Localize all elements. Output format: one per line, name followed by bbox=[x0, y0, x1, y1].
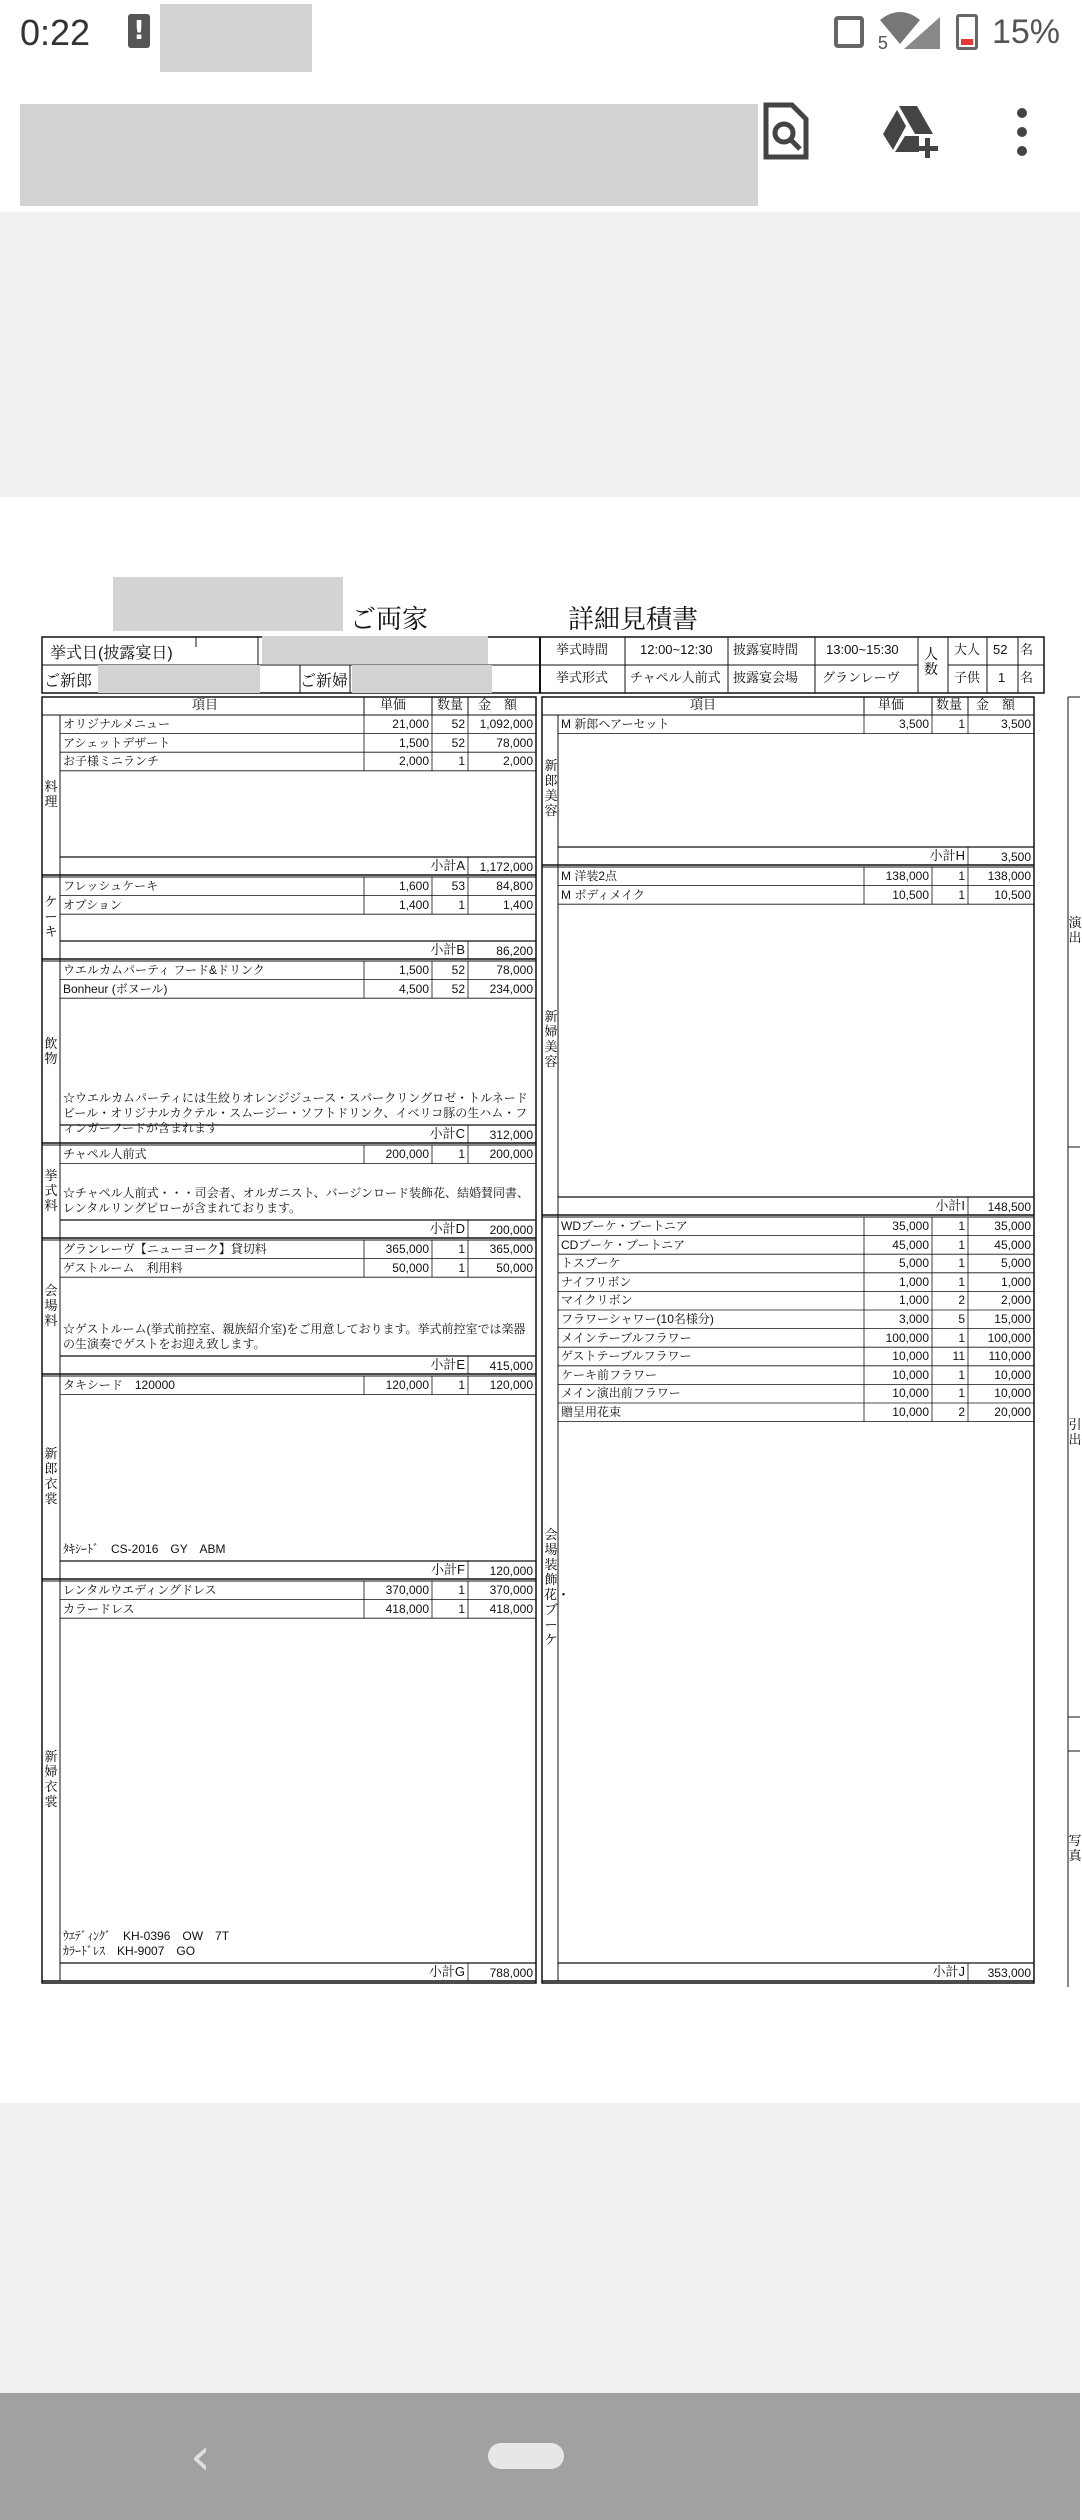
adult-unit: 名 bbox=[1020, 642, 1034, 657]
right-row-amount: 15,000 bbox=[994, 1312, 1031, 1326]
right-row-amount: 2,000 bbox=[1000, 1293, 1031, 1308]
left-row-price: 1,400 bbox=[398, 897, 429, 912]
left-row-amount: 365,000 bbox=[489, 1242, 533, 1256]
right-row-item: 贈呈用花束 bbox=[561, 1405, 622, 1419]
doc-title: 詳細見積書 bbox=[568, 604, 699, 634]
right-header-qty: 数量 bbox=[936, 697, 963, 712]
right-row-item: マイクリボン bbox=[561, 1293, 633, 1308]
left-subtotal-value: 415,000 bbox=[489, 1359, 533, 1373]
left-subtotal-label: 小計B bbox=[430, 942, 465, 957]
edge-label-1: 引出 bbox=[1068, 1417, 1082, 1447]
left-row-qty: 1 bbox=[458, 754, 465, 769]
right-row-item: メインテーブルフラワー bbox=[561, 1330, 692, 1345]
left-row-item: フレッシュケーキ bbox=[63, 879, 159, 893]
left-row-price: 365,000 bbox=[385, 1242, 429, 1256]
right-row-price: 10,000 bbox=[892, 1349, 929, 1364]
right-row-price: 138,000 bbox=[885, 869, 929, 883]
right-subtotal-value: 3,500 bbox=[1000, 850, 1031, 864]
left-row-amount: 50,000 bbox=[496, 1260, 533, 1275]
right-row-amount: 5,000 bbox=[1000, 1256, 1031, 1271]
status-icons bbox=[834, 12, 1060, 52]
left-row-item: Bonheur (ボヌール) bbox=[63, 981, 168, 996]
right-row-qty: 1 bbox=[958, 717, 965, 731]
left-row-qty: 1 bbox=[458, 1601, 465, 1616]
left-subtotal-value: 200,000 bbox=[489, 1223, 533, 1237]
right-row-qty: 1 bbox=[958, 1367, 965, 1382]
right-row-qty: 1 bbox=[958, 1237, 965, 1252]
right-header-amount: 金 額 bbox=[976, 697, 1016, 712]
redacted-family-name bbox=[113, 577, 343, 631]
left-row-price: 120,000 bbox=[385, 1378, 429, 1392]
status-bar bbox=[0, 0, 1080, 72]
left-row-item: オリジナルメニュー bbox=[63, 717, 171, 731]
edge-label-2: 写真 bbox=[1068, 1833, 1082, 1863]
left-row-price: 1,600 bbox=[398, 879, 429, 893]
left-subtotal-value: 312,000 bbox=[489, 1128, 533, 1142]
adult-count: 52 bbox=[993, 642, 1008, 657]
right-row-item: CDブーケ・ブートニア bbox=[561, 1237, 686, 1252]
bride-label: ご新婦 bbox=[300, 673, 349, 690]
left-row-amount: 418,000 bbox=[489, 1601, 533, 1616]
left-row-amount: 1,400 bbox=[502, 897, 533, 912]
date-label: 挙式日(披露宴日) bbox=[50, 645, 173, 662]
redacted-groom bbox=[98, 665, 260, 693]
style-label: 挙式形式 bbox=[556, 670, 609, 685]
right-row-amount: 20,000 bbox=[994, 1405, 1031, 1419]
right-row-price: 3,500 bbox=[898, 717, 929, 731]
battery-icon bbox=[956, 14, 978, 50]
left-row-qty: 1 bbox=[458, 1147, 465, 1161]
right-section-label-2: 会場装飾花・ブーケ bbox=[544, 1527, 571, 1647]
right-row-qty: 1 bbox=[958, 887, 965, 902]
left-section-label-1: ケーキ bbox=[44, 894, 58, 939]
right-row-qty: 1 bbox=[958, 1386, 965, 1401]
left-row-price: 418,000 bbox=[385, 1601, 429, 1616]
right-row-qty: 1 bbox=[958, 1219, 965, 1233]
right-row-price: 10,000 bbox=[892, 1386, 929, 1401]
left-row-price: 370,000 bbox=[385, 1583, 429, 1597]
left-row-item: ゲストルーム 利用料 bbox=[63, 1260, 183, 1275]
left-row-price: 2,000 bbox=[398, 754, 429, 769]
right-row-item: トスブーケ bbox=[561, 1256, 621, 1271]
redacted-notification bbox=[160, 4, 312, 72]
vibrate-icon bbox=[834, 16, 864, 48]
system-nav-bar bbox=[0, 2393, 1080, 2520]
left-row-qty: 53 bbox=[451, 879, 465, 893]
right-row-amount: 138,000 bbox=[987, 869, 1031, 883]
right-row-item: ケーキ前フラワー bbox=[561, 1367, 658, 1382]
ceremony-time-value: 12:00~12:30 bbox=[640, 642, 713, 657]
more-vert-icon[interactable] bbox=[1002, 102, 1042, 162]
right-row-price: 10,000 bbox=[892, 1367, 929, 1382]
redacted-title bbox=[20, 104, 758, 206]
right-row-qty: 2 bbox=[958, 1405, 965, 1419]
left-section-note-3: ☆チャペル人前式・・・司会者、オルガニスト、バージンロード装飾花、結婚賛同書、レンタルリングピローが含まれております。 bbox=[63, 1186, 530, 1215]
left-row-price: 50,000 bbox=[392, 1260, 429, 1275]
right-row-price: 1,000 bbox=[898, 1293, 929, 1308]
left-row-amount: 120,000 bbox=[489, 1378, 533, 1392]
left-row-qty: 1 bbox=[458, 897, 465, 912]
left-row-item: お子様ミニランチ bbox=[63, 754, 160, 769]
venue-value: グランレーヴ bbox=[822, 670, 900, 685]
left-header-amount: 金 額 bbox=[478, 697, 518, 712]
right-row-qty: 1 bbox=[958, 1256, 965, 1271]
left-section-note-5: ﾀｷｼｰﾄﾞ CS-2016 GY ABM bbox=[63, 1542, 226, 1556]
left-row-item: チャペル人前式 bbox=[63, 1147, 147, 1161]
left-row-amount: 370,000 bbox=[489, 1583, 533, 1597]
child-label: 子供 bbox=[954, 670, 981, 685]
right-header-price: 単価 bbox=[878, 697, 905, 712]
status-time: 0:22 bbox=[20, 12, 91, 53]
left-row-amount: 234,000 bbox=[489, 981, 533, 996]
right-row-amount: 35,000 bbox=[994, 1219, 1031, 1233]
doc-family-title: ご両家 bbox=[350, 604, 429, 634]
left-subtotal-label: 小計F bbox=[431, 1562, 465, 1577]
left-row-qty: 1 bbox=[458, 1378, 465, 1392]
child-count: 1 bbox=[998, 670, 1006, 685]
right-subtotal-label: 小計H bbox=[929, 848, 965, 863]
right-row-item: ナイフリボン bbox=[561, 1274, 632, 1289]
drive-add-icon[interactable] bbox=[880, 102, 940, 162]
left-section-label-5: 新郎衣裳 bbox=[44, 1445, 58, 1506]
reception-time-label: 披露宴時間 bbox=[733, 642, 799, 657]
left-row-qty: 52 bbox=[451, 981, 465, 996]
right-subtotal-value: 148,500 bbox=[987, 1200, 1031, 1214]
right-row-price: 10,000 bbox=[892, 1405, 929, 1419]
venue-label: 披露宴会場 bbox=[733, 670, 799, 685]
left-row-qty: 52 bbox=[451, 963, 465, 977]
viewer-toolbar bbox=[0, 72, 1080, 222]
ceremony-time-label: 挙式時間 bbox=[556, 642, 609, 657]
left-row-item: アシェットデザート bbox=[63, 735, 171, 750]
left-header-item: 項目 bbox=[192, 697, 219, 712]
left-section-label-3: 挙式料 bbox=[44, 1167, 58, 1213]
left-row-item: グランレーヴ【ニューヨーク】貸切料 bbox=[63, 1242, 267, 1256]
right-row-price: 100,000 bbox=[885, 1330, 929, 1345]
find-in-page-icon[interactable] bbox=[755, 102, 815, 162]
right-row-item: メイン演出前フラワー bbox=[561, 1386, 681, 1401]
right-row-price: 10,500 bbox=[892, 887, 929, 902]
right-row-amount: 110,000 bbox=[988, 1349, 1031, 1364]
right-row-item: フラワーシャワー(10名様分) bbox=[561, 1312, 714, 1326]
right-row-price: 1,000 bbox=[898, 1274, 929, 1289]
left-row-amount: 200,000 bbox=[489, 1147, 533, 1161]
left-section-note-2: ☆ウエルカムパーティには生絞りオレンジジュース・スパークリングロゼ・トルネードビール・オリジナルカクテル・スムージー・ソフトドリンク、イベリコ豚の生ハム・フィンガーフードが含まれます bbox=[63, 1091, 528, 1135]
redacted-date bbox=[262, 636, 488, 664]
left-row-item: オプション bbox=[63, 897, 122, 912]
left-row-price: 1,500 bbox=[398, 735, 429, 750]
right-subtotal-label: 小計I bbox=[935, 1198, 965, 1213]
left-row-price: 1,500 bbox=[398, 963, 429, 977]
estimate-document[interactable] bbox=[0, 497, 1080, 2103]
right-row-amount: 3,500 bbox=[1000, 717, 1031, 731]
left-section-label-4: 会場料 bbox=[44, 1283, 58, 1328]
viewer-background-bottom bbox=[0, 2103, 1080, 2393]
left-row-price: 200,000 bbox=[385, 1147, 429, 1161]
network-label: 5 bbox=[877, 32, 888, 53]
right-row-item: M ボディメイク bbox=[561, 887, 645, 902]
left-subtotal-label: 小計A bbox=[430, 858, 465, 873]
right-row-qty: 1 bbox=[958, 1274, 965, 1289]
back-icon[interactable]: ‹ bbox=[190, 2427, 211, 2487]
right-row-amount: 10,500 bbox=[994, 887, 1031, 902]
right-subtotal-label: 小計J bbox=[932, 1964, 965, 1979]
left-row-qty: 52 bbox=[451, 717, 465, 731]
left-row-amount: 84,800 bbox=[496, 879, 533, 893]
viewer-background-top bbox=[0, 212, 1080, 497]
right-row-item: WDブーケ・ブートニア bbox=[561, 1219, 688, 1233]
left-row-item: タキシード 120000 bbox=[63, 1378, 175, 1392]
right-row-qty: 1 bbox=[958, 1330, 965, 1345]
right-row-price: 5,000 bbox=[898, 1256, 929, 1271]
right-row-item: ゲストテーブルフラワー bbox=[561, 1349, 692, 1364]
reception-time-value: 13:00~15:30 bbox=[826, 642, 899, 657]
left-row-price: 4,500 bbox=[398, 981, 429, 996]
left-row-amount: 78,000 bbox=[496, 963, 533, 977]
right-row-qty: 1 bbox=[958, 869, 965, 883]
left-row-qty: 52 bbox=[451, 735, 465, 750]
right-row-amount: 10,000 bbox=[994, 1386, 1031, 1401]
left-section-note-4: ☆ゲストルーム(挙式前控室、親族紹介室)をご用意しております。挙式前控室では楽器の生演奏でゲストをお迎え致します。 bbox=[63, 1322, 526, 1351]
left-subtotal-value: 86,200 bbox=[496, 944, 533, 958]
style-value: チャペル人前式 bbox=[630, 670, 721, 685]
right-row-amount: 100,000 bbox=[987, 1330, 1031, 1345]
left-row-price: 21,000 bbox=[392, 717, 429, 731]
left-subtotal-value: 788,000 bbox=[489, 1966, 533, 1980]
right-row-price: 35,000 bbox=[892, 1219, 929, 1233]
left-row-qty: 1 bbox=[458, 1242, 465, 1256]
edge-label-0: 演出 bbox=[1068, 915, 1082, 945]
alert-icon: ! bbox=[128, 14, 150, 48]
people-label: 人数 bbox=[924, 646, 938, 677]
right-row-amount: 45,000 bbox=[994, 1237, 1031, 1252]
adult-label: 大人 bbox=[954, 642, 981, 657]
right-section-label-1: 新婦美容 bbox=[544, 1009, 558, 1069]
groom-label: ご新郎 bbox=[44, 673, 93, 690]
right-row-amount: 1,000 bbox=[1000, 1274, 1031, 1289]
right-subtotal-value: 353,000 bbox=[987, 1966, 1031, 1980]
right-row-price: 45,000 bbox=[892, 1237, 929, 1252]
child-unit: 名 bbox=[1020, 670, 1034, 685]
left-section-label-6: 新婦衣裳 bbox=[44, 1749, 58, 1809]
left-row-qty: 1 bbox=[458, 1583, 465, 1597]
left-subtotal-label: 小計G bbox=[428, 1964, 465, 1979]
right-header-item: 項目 bbox=[690, 697, 717, 712]
left-row-item: レンタルウエディングドレス bbox=[63, 1583, 217, 1597]
right-section-label-0: 新郎美容 bbox=[544, 758, 558, 818]
right-row-item: M 洋装2点 bbox=[561, 869, 618, 883]
right-row-item: M 新郎ヘアーセット bbox=[561, 717, 670, 731]
redacted-bride bbox=[352, 665, 492, 693]
left-row-item: ウエルカムパーティ フード&ドリンク bbox=[63, 963, 265, 977]
right-row-qty: 11 bbox=[952, 1349, 965, 1364]
battery-percent: 15% bbox=[991, 12, 1060, 51]
right-row-qty: 5 bbox=[958, 1312, 965, 1326]
left-row-qty: 1 bbox=[458, 1260, 465, 1275]
left-subtotal-value: 120,000 bbox=[489, 1564, 533, 1578]
left-subtotal-value: 1,172,000 bbox=[479, 860, 533, 874]
left-row-item: カラードレス bbox=[63, 1601, 135, 1616]
home-pill-icon[interactable] bbox=[488, 2443, 564, 2469]
right-row-amount: 10,000 bbox=[994, 1367, 1031, 1382]
left-row-amount: 78,000 bbox=[496, 735, 533, 750]
left-section-label-2: 飲物 bbox=[44, 1036, 58, 1066]
left-row-amount: 2,000 bbox=[502, 754, 533, 769]
left-header-qty: 数量 bbox=[437, 697, 464, 712]
left-subtotal-label: 小計C bbox=[429, 1126, 465, 1141]
signal-icon bbox=[902, 15, 942, 49]
right-row-price: 3,000 bbox=[898, 1312, 929, 1326]
left-subtotal-label: 小計E bbox=[430, 1357, 465, 1372]
left-row-amount: 1,092,000 bbox=[479, 717, 533, 731]
left-subtotal-label: 小計D bbox=[429, 1221, 465, 1236]
left-section-note-6: ｳｴﾃﾞｨﾝｸﾞ KH-0396 OW 7T ｶﾗｰﾄﾞﾚｽ KH-9007 GO bbox=[63, 1929, 230, 1958]
left-section-label-0: 料理 bbox=[44, 779, 58, 809]
right-row-qty: 2 bbox=[958, 1293, 965, 1308]
left-header-price: 単価 bbox=[380, 697, 407, 712]
